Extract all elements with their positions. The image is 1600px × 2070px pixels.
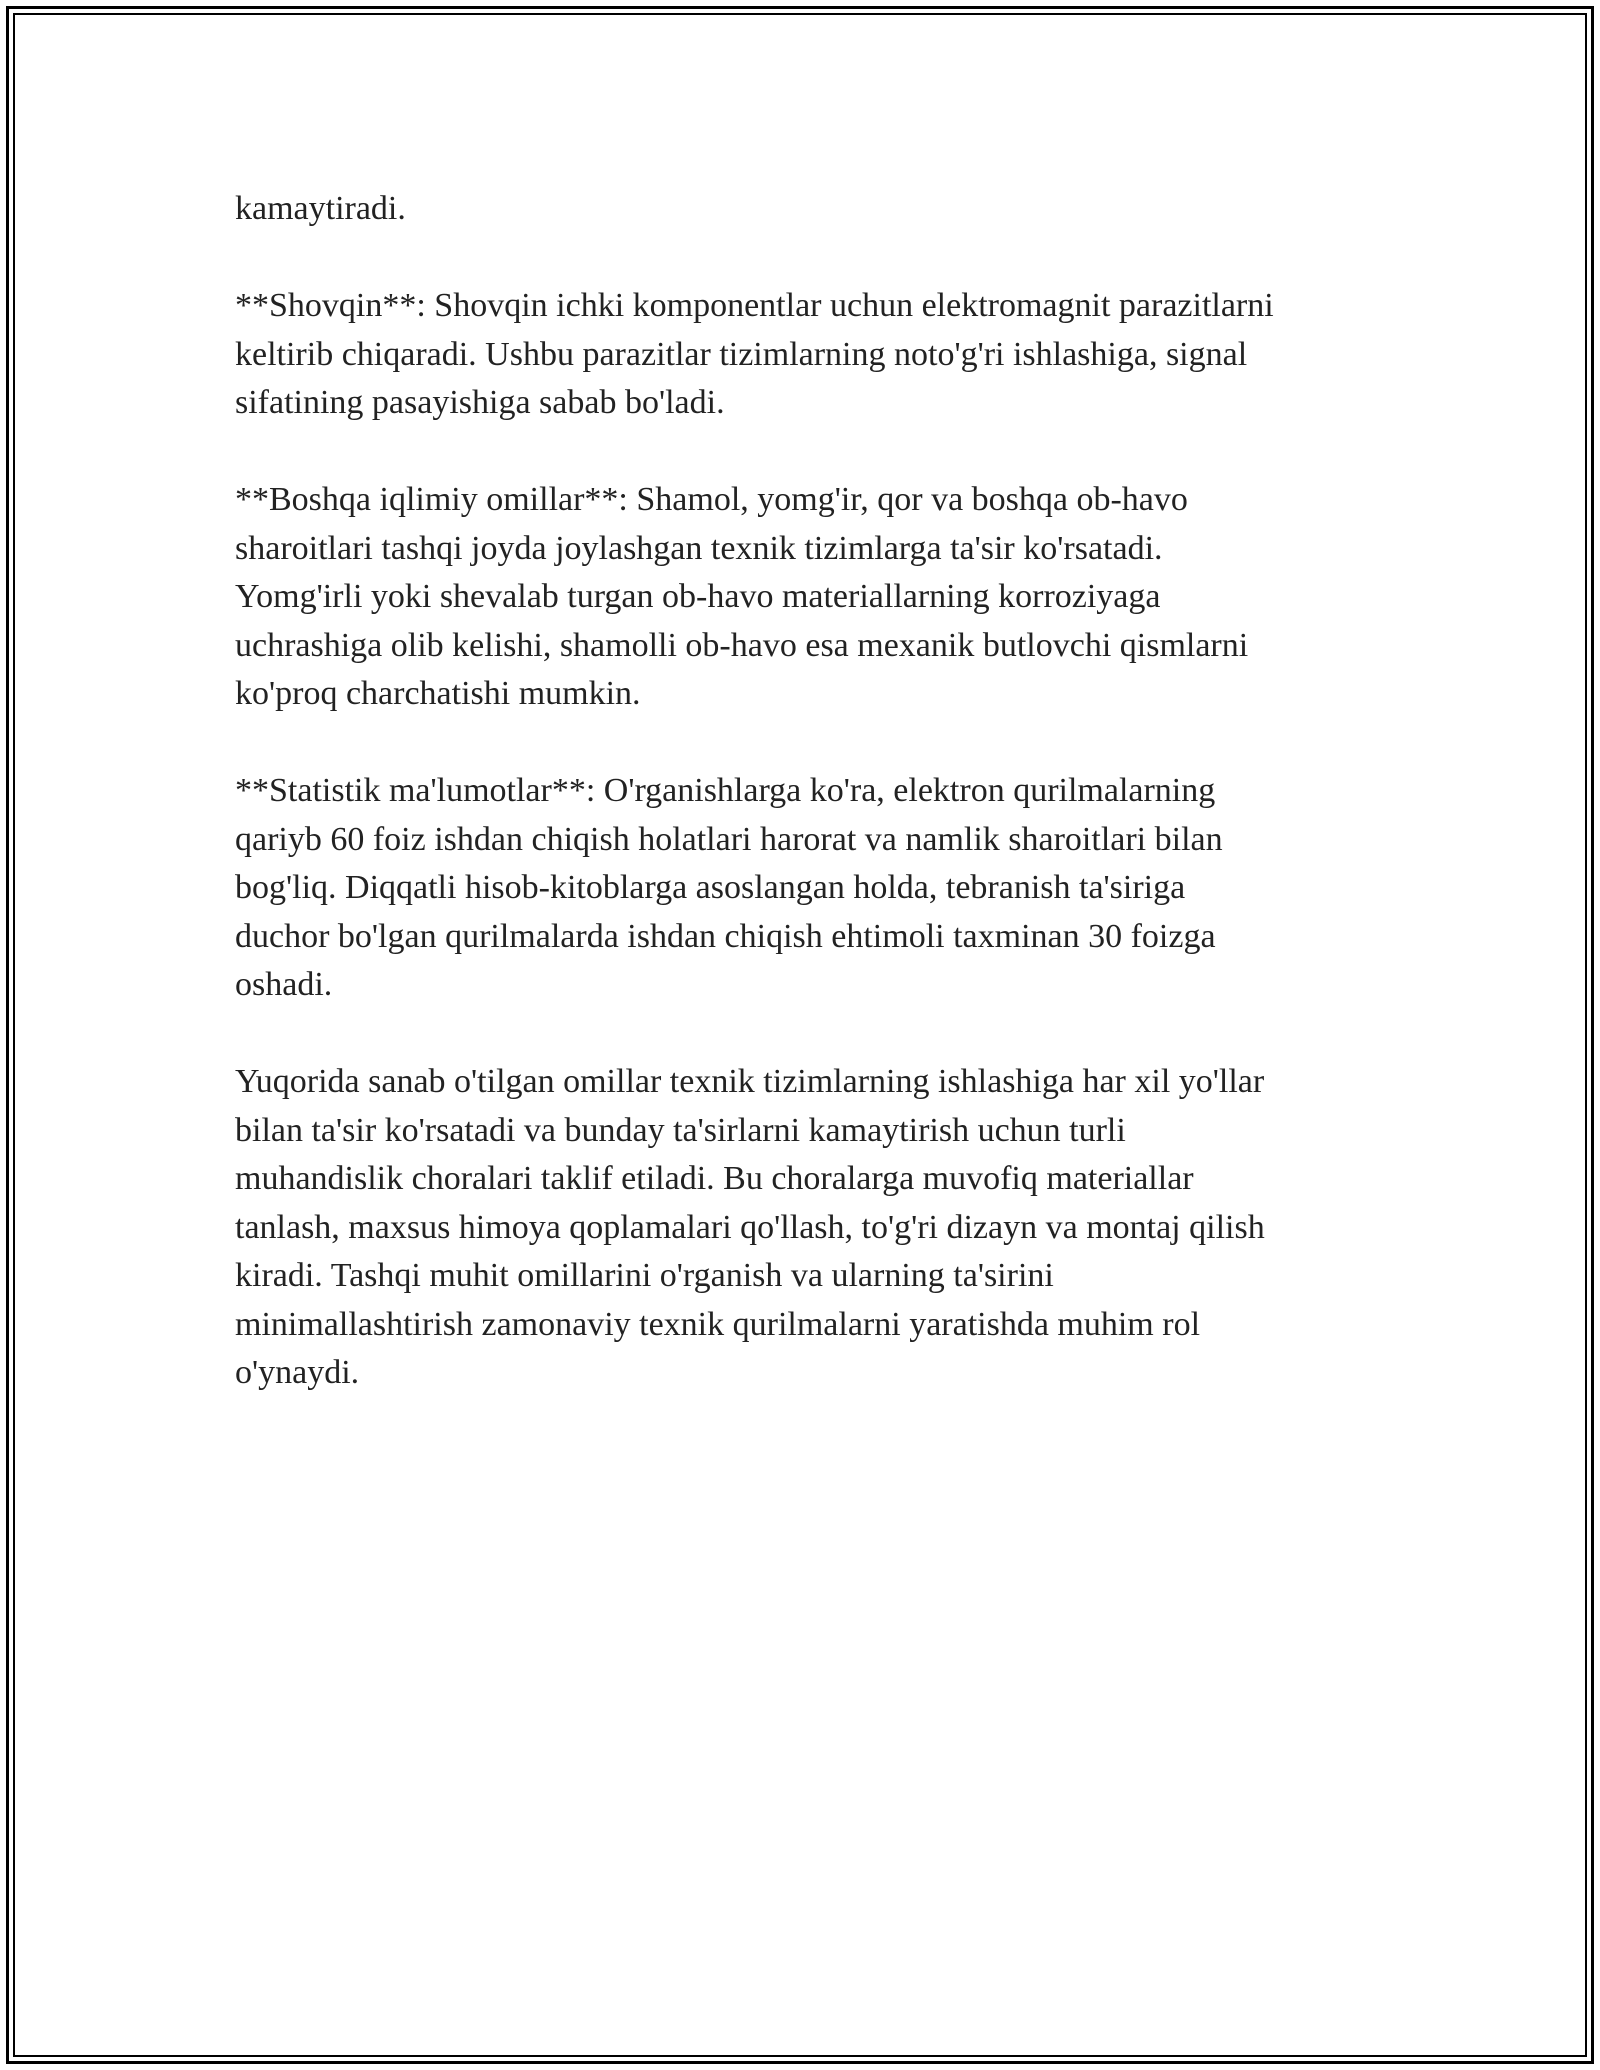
text-line: Yomg'irli yoki shevalab turgan ob-havo materiallarning korroziyaga — [235, 578, 1161, 615]
text-line: oshadi. — [235, 966, 333, 1003]
text-line: **Shovqin**: Shovqin ichki komponentlar uchun elektromagnit parazitlarni — [235, 287, 1274, 324]
text-line: **Statistik ma'lumotlar**: O'rganishlarga ko'ra, elektron qurilmalarning — [235, 772, 1216, 809]
document-body — [235, 185, 1375, 1446]
paragraph-shovqin — [235, 282, 1375, 428]
text-line: qariyb 60 foiz ishdan chiqish holatlari harorat va namlik sharoitlari bilan — [235, 820, 1223, 858]
text-line: Yuqorida sanab o'tilgan omillar texnik tizimlarning ishlashiga har xil yo'llar — [235, 1063, 1265, 1100]
text-line: duchor bo'lgan qurilmalarda ishdan chiqish ehtimoli taxminan 30 foizga — [235, 917, 1216, 955]
text-line: bog'liq. Diqqatli hisob-kitoblarga asoslangan holda, tebranish ta'siriga — [235, 869, 1186, 906]
text-line: tanlash, maxsus himoya qoplamalari qo'llash, to'g'ri dizayn va montaj qilish — [235, 1208, 1265, 1246]
text-line: muhandislik choralari taklif etiladi. Bu choralarga muvofiq materiallar — [235, 1160, 1194, 1197]
text-line: **Boshqa iqlimiy omillar**: Shamol, yomg'ir, qor va boshqa ob-havo — [235, 481, 1188, 518]
text-line: uchrashiga olib kelishi, shamolli ob-havo esa mexanik butlovchi qismlarni — [235, 626, 1249, 664]
text-line: kiradi. Tashqi muhit omillarini o'rganish va ularning ta'sirini — [235, 1257, 1054, 1294]
text-line: sharoitlari tashqi joyda joylashgan texnik tizimlarga ta'sir ko'rsatadi. — [235, 529, 1163, 567]
text-line: bilan ta'sir ko'rsatadi va bunday ta'sirlarni kamaytirish uchun turli — [235, 1111, 1126, 1149]
paragraph-iqlimiy-omillar — [235, 476, 1375, 719]
paragraph-xulosa — [235, 1058, 1375, 1398]
paragraph-continuation — [235, 185, 1375, 234]
text-line: o'ynaydi. — [235, 1354, 360, 1391]
text-line: kamaytiradi. — [235, 190, 406, 227]
text-line: ko'proq charchatishi mumkin. — [235, 675, 641, 712]
paragraph-statistik — [235, 767, 1375, 1010]
text-line: minimallashtirish zamonaviy texnik qurilmalarni yaratishda muhim rol — [235, 1305, 1201, 1343]
text-line: sifatining pasayishiga sabab bo'ladi. — [235, 384, 725, 421]
text-line: keltirib chiqaradi. Ushbu parazitlar tizimlarning noto'g'ri ishlashiga, signal — [235, 335, 1248, 373]
